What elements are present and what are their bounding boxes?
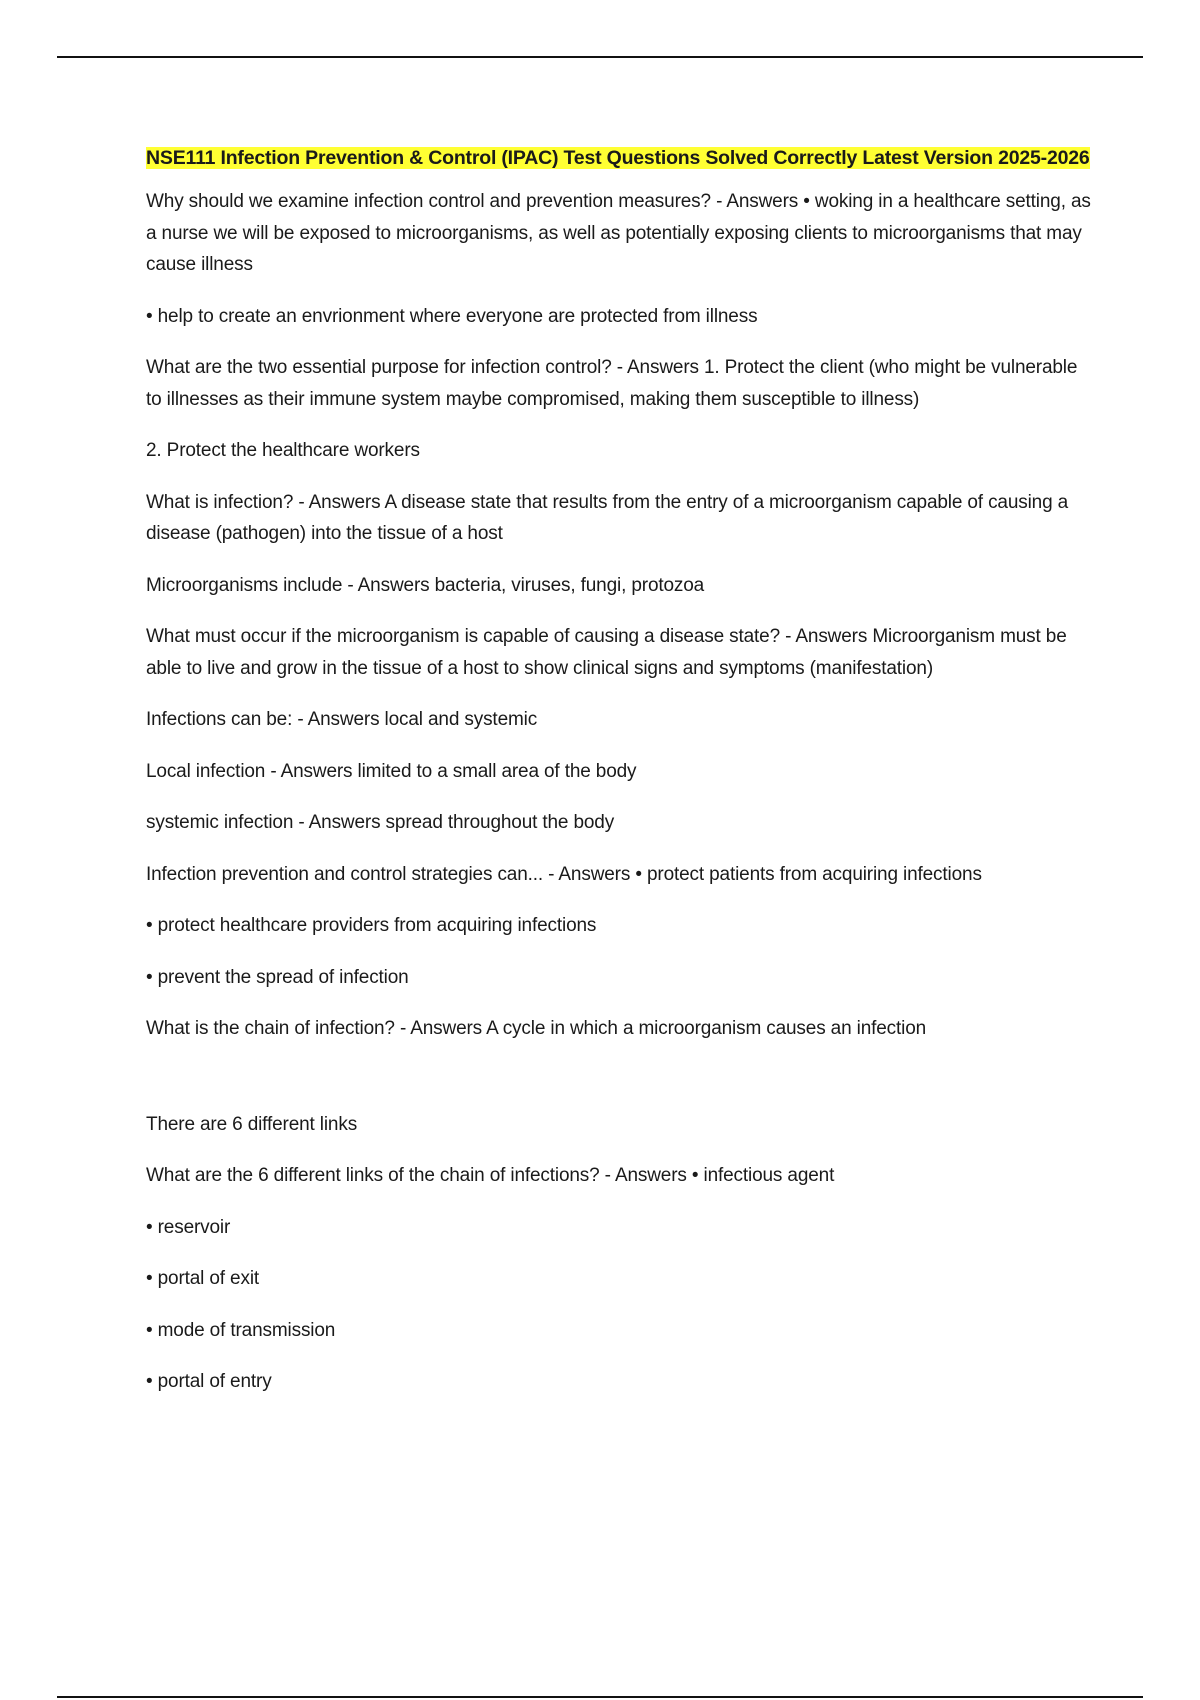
paragraph-chain-of-infection: What is the chain of infection? - Answers A cycle in which a microorganism causes an infection — [146, 1018, 927, 1039]
paragraph-protect-workers: 2. Protect the healthcare workers — [146, 440, 420, 461]
bottom-rule — [57, 1696, 1143, 1698]
document-body — [146, 142, 1096, 1418]
paragraph-local-infection: Local infection - Answers limited to a small area of the body — [146, 760, 637, 782]
paragraph-bullet-reservoir: • reservoir — [146, 1216, 231, 1238]
document-title-highlight: NSE111 Infection Prevention & Control (IPAC) Test Questions Solved Correctly Latest Version 2025-2026 — [146, 147, 1090, 169]
paragraph-disease-state: What must occur if the microorganism is capable of causing a disease state? - Answers Microorganism must be able to live and grow in the tissue of a host to show clinical signs and symptoms (manifestation) — [146, 626, 1067, 679]
paragraph-bullet-providers: • protect healthcare providers from acquiring infections — [146, 915, 597, 936]
paragraph-microorganisms-include: Microorganisms include - Answers bacteria, viruses, fungi, protozoa — [146, 574, 705, 596]
document-title — [146, 142, 1096, 174]
paragraph-bullet-portal-entry: • portal of entry — [146, 1371, 272, 1392]
paragraph-why-examine: Why should we examine infection control and prevention measures? - Answers • woking in a healthcare setting, as a nurse we will be exposed to microorganisms, as well as potentially exposing clients to microorganisms that may cause illness — [146, 191, 1091, 275]
paragraph-six-links-question: What are the 6 different links of the chain of infections? - Answers • infectious agent — [146, 1165, 835, 1186]
paragraph-six-links: There are 6 different links — [146, 1113, 358, 1135]
paragraph-bullet-spread: • prevent the spread of infection — [146, 966, 409, 988]
paragraph-infections-can-be: Infections can be: - Answers local and systemic — [146, 709, 538, 730]
paragraph-two-purposes: What are the two essential purpose for infection control? - Answers 1. Protect the client (who might be vulnerable to illnesses as their immune system maybe compromised, making them susceptible to illness) — [146, 357, 1078, 410]
top-rule — [57, 56, 1143, 58]
paragraph-bullet-portal-exit: • portal of exit — [146, 1268, 260, 1289]
paragraph-ipac-strategies: Infection prevention and control strategies can... - Answers • protect patients from acquiring infections — [146, 863, 982, 885]
paragraph-bullet-mode-transmission: • mode of transmission — [146, 1319, 336, 1341]
paragraph-what-is-infection: What is infection? - Answers A disease state that results from the entry of a microorganism capable of causing a disease (pathogen) into the tissue of a host — [146, 491, 1069, 544]
paragraph-systemic-infection: systemic infection - Answers spread throughout the body — [146, 812, 615, 833]
paragraph-bullet-environment: • help to create an envrionment where everyone are protected from illness — [146, 305, 758, 327]
